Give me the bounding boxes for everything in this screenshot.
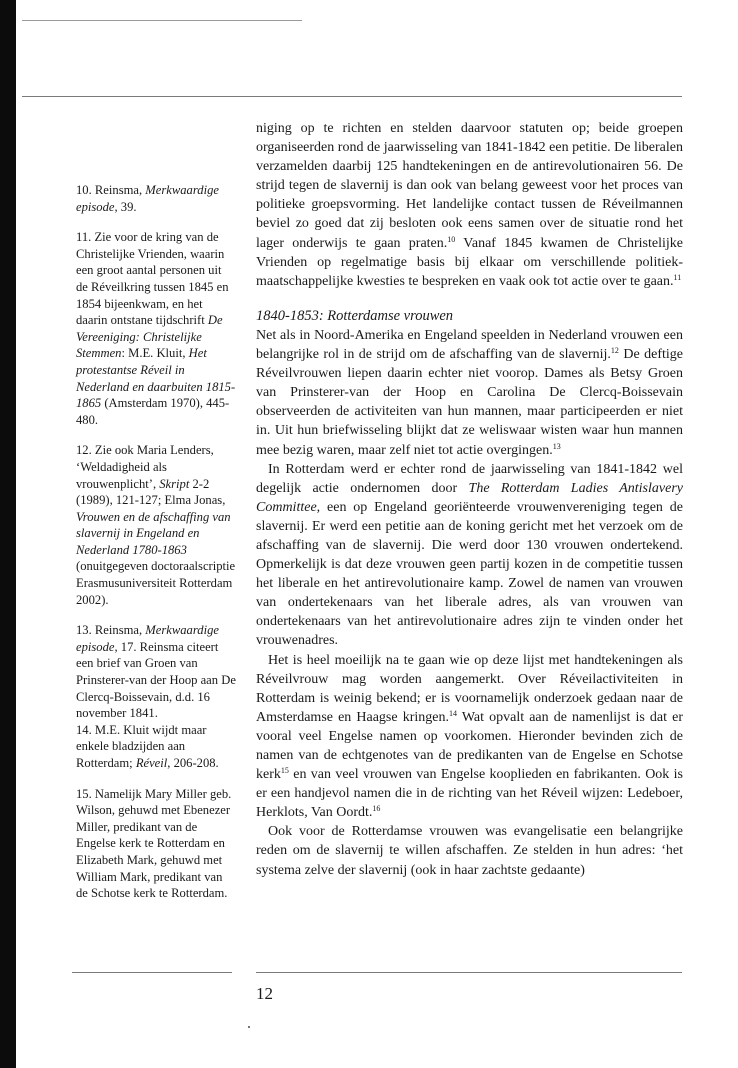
footnote-text: , 17. Reinsma citeert een brief van Groen van Prinsterer-van der Hoop aan De Clercq-Boissevain, d.d. 16 november 1841.: [76, 639, 236, 721]
paragraph-1: [256, 119, 683, 291]
footnote-text: Vrouwen en de afschaffing van slavernij in Engeland en Nederland 1780-1863: [76, 509, 231, 557]
footnote-text: M.E. Kluit wijdt maar enkele bladzijden aan Rotterdam;: [76, 722, 207, 770]
paragraph-4: [256, 651, 683, 823]
footnote-number: 14.: [76, 722, 92, 737]
footnote-number: 13.: [76, 623, 92, 638]
footnote-text: Zie ook Maria Lenders, ‘Weldadigheid als vrouwenplicht’,: [76, 443, 214, 491]
footnote: [76, 622, 236, 722]
footnote: [76, 229, 236, 428]
paragraph-2: [256, 326, 683, 460]
section-heading: 1840-1853: Rotterdamse vrouwen: [256, 307, 454, 324]
scan-speck: [248, 1026, 250, 1028]
paragraph-2-text: Net als in Noord-Amerika en Engeland speelden in Nederland vrouwen een belangrijke rol in de strijd om de afschaffing van de slavernij.: [256, 327, 683, 363]
footnote-text: (Amsterdam 1970), 445-480.: [76, 396, 230, 427]
note-ref[interactable]: 13: [552, 441, 561, 451]
footnote-text: Zie voor de kring van de Christelijke Vrienden, waarin een groot aantal personen uit de Réveilkring tussen 1845 en 1854 bijeenkwam, en het daarin ontstane tijdschrift: [76, 230, 229, 328]
paragraph-3-text: In Rotterdam werd er echter rond de jaarwisseling van 1841-1842 wel degelijk actie ondernomen door: [256, 461, 683, 496]
top-rule-short: [22, 20, 302, 21]
footnote-number: 10.: [76, 183, 92, 197]
footnote-number: 11.: [76, 230, 92, 245]
note-ref[interactable]: 16: [372, 804, 381, 814]
footnote-text: Namelijk Mary Miller geb. Wilson, gehuwd met Ebenezer Miller, predikant van de Engelse kerk te Rotterdam en Elizabeth Mark, gehuwd met William Mark, predikant van de Schotse kerk te Rotterdam.: [76, 786, 232, 901]
body-text: [256, 119, 683, 880]
note-ref[interactable]: 15: [280, 766, 289, 776]
footnote: [76, 722, 236, 772]
footnote-text: Skript: [159, 476, 190, 491]
top-rule: [22, 96, 682, 97]
paragraph-3: [256, 460, 683, 651]
paragraph-3-text-b: , een op Engeland georiënteerde vrouwenvereniging tegen de slavernij. Er werd een petitie aan de koning gericht met het verzoek om de afschaffing van de slavernij. Die werd door 130 vrouwen ondertekend. Opmerkelijk is dat deze vrouwen geen partij kozen in de competitie tussen het liberale en het antirevolutionaire kamp. Zowel de namen van vrouwen van ondertekenaars van het liberale adres, als van vrouwen van ondertekenaars van het antirevolutionaire adres zijn te vinden onder het vrouwenadres.: [256, 499, 683, 649]
footnote-number: 12.: [76, 443, 92, 458]
footnote: [76, 182, 236, 215]
paragraph-4-text-c: en van veel vrouwen van Engelse kooplieden en fabrikanten. Ook is er een handjevol namen die in de richting van het Réveil wijzen: Ledeboer, Herklots, Van Oordt.: [256, 767, 683, 821]
footnote-text: , 206-208.: [167, 756, 219, 770]
footnote-text: Reinsma,: [94, 183, 146, 197]
note-ref[interactable]: 10: [447, 234, 456, 244]
footnote-text: De Vereeniging: Christelijke Stemmen: [76, 313, 223, 361]
bottom-rule: [256, 972, 682, 973]
paragraph-4-text-b: Wat opvalt aan de namenlijst is dat er vooral veel Engelse namen op voorkomen. Hieronder bevinden zich de namen van de echtgenotes van de predikanten van de Engelse en Schotse kerk: [256, 709, 683, 783]
committee-name: The Rotterdam Ladies Antislavery Committee: [256, 480, 683, 515]
footnotes-column: [76, 182, 236, 916]
footnote-text: 2-2 (1989), 121-127; Elma Jonas,: [76, 476, 226, 508]
footnote-number: 15.: [76, 786, 92, 801]
footnote-text: , 39.: [114, 199, 137, 214]
footnote: [76, 442, 236, 608]
footnote-text: : M.E. Kluit,: [121, 346, 189, 361]
paragraph-1-text-b: Vanaf 1845 kwamen de Christelijke Vrienden op regelmatige basis bij elkaar om verschillende politiek-maatschappelijke kwesties te bespreken en vaak ook tot actie over te gaan.: [256, 235, 683, 289]
page-number: 12: [256, 984, 273, 1003]
footnote-text: Merkwaardige episode: [76, 623, 219, 654]
paragraph-1-text: niging op te richten en stelden daarvoor statuten op; beide groepen organiseerden rond de jaarwisseling van 1841-1842 een petitie. De liberalen verzamelden daarbij 125 handtekeningen en de antirevolutionairen 56. De strijd tegen de slavernij is dan ook van belang geweest voor het proces van politieke groepsvorming. Het landelijke contact tussen de Réveilmannen beviel zo goed dat zij besloten ook eens samen over de situatie rond het lager onderwijs te gaan praten.: [256, 121, 683, 251]
note-ref[interactable]: 12: [610, 346, 619, 356]
paragraph-5: [256, 822, 683, 879]
footnote-text: (onuitgegeven doctoraalscriptie Erasmusuniversiteit Rotterdam 2002).: [76, 559, 236, 607]
footnote-text: Reinsma,: [94, 623, 146, 638]
footnote: [76, 786, 236, 902]
note-ref[interactable]: 11: [673, 272, 682, 282]
footnote-bottom-rule: [72, 972, 232, 973]
footnote-text: Het protestantse Réveil in Nederland en daarbuiten 1815-1865: [76, 346, 236, 411]
paragraph-5-text: Ook voor de Rotterdamse vrouwen was evangelisatie een belangrijke reden om de slavernij te willen afschaffen. Ze stelden in hun adres: ‘het systema zelve der slavernij (ook in haar zachtste gedaante): [256, 824, 683, 878]
paragraph-4-text: Het is heel moeilijk na te gaan wie op deze lijst met handtekeningen als Réveilvrouw mag worden aangemerkt. Over Réveilactiviteiten in Rotterdam is weinig bekend; er is voornamelijk onderzoek gedaan naar de Amsterdamse en Haagse kringen.: [256, 652, 683, 725]
footnote-text: Réveil: [135, 756, 168, 770]
note-ref[interactable]: 14: [448, 708, 457, 718]
footnote-text: Merkwaardige episode: [76, 183, 219, 214]
paragraph-2-text-b: De deftige Réveilvrouwen liepen daarin echter niet voorop. Dames als Betsy Groen van Prinsterer-van der Hoop en Carolina De Clercq-Boissevain observeerden de activiteiten van hun mannen, maar participeerden er niet in. Uit hun briefwisseling blijkt dat ze weliswaar wisten waar hun mannen mee bezig waren, maar zelf niet tot actie overgingen.: [256, 347, 683, 458]
binding-edge: [0, 0, 16, 1068]
